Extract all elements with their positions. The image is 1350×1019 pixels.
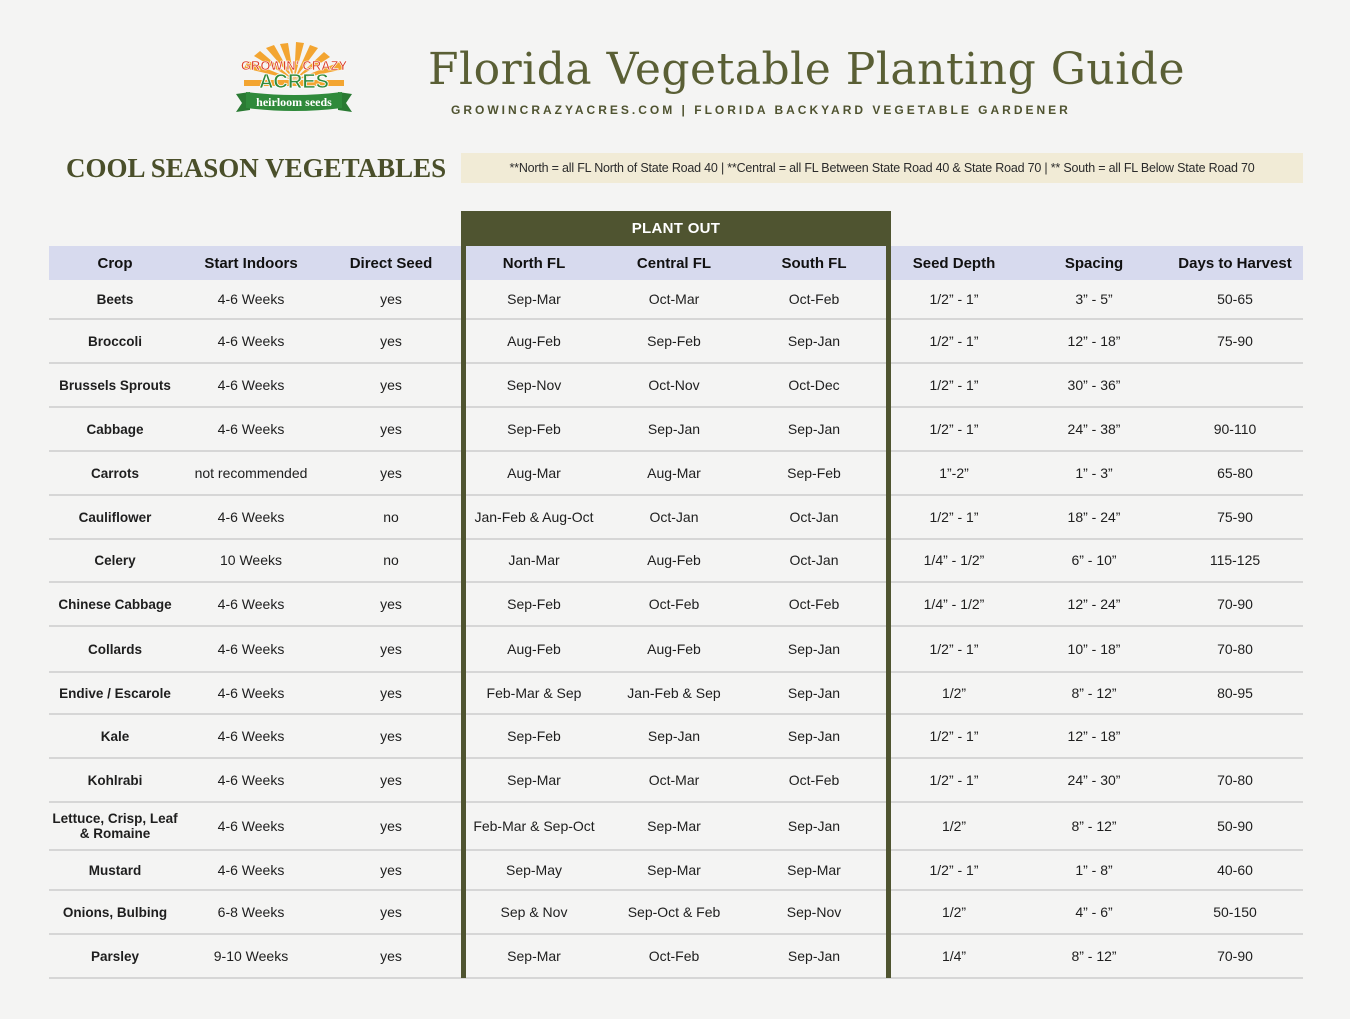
cell-direct-seed: yes bbox=[380, 817, 402, 834]
column-header-north-fl: North FL bbox=[502, 254, 566, 272]
cell-days-to-harvest: 70-80 bbox=[1217, 640, 1253, 657]
cell-crop: Carrots bbox=[90, 465, 139, 481]
cell-central-fl: Sep-Jan bbox=[647, 420, 701, 437]
cell-crop: Cauliflower bbox=[78, 509, 152, 525]
cell-north-fl: Jan-Feb & Aug-Oct bbox=[474, 508, 594, 525]
cell-seed-depth: 1/2” bbox=[941, 817, 967, 834]
table-row bbox=[49, 759, 1303, 803]
cell-south-fl: Sep-Jan bbox=[787, 727, 841, 744]
cell-seed-depth: 1/4” - 1/2” bbox=[923, 595, 985, 612]
cell-direct-seed: yes bbox=[380, 861, 402, 878]
cell-north-fl: Feb-Mar & Sep-Oct bbox=[473, 817, 595, 834]
cell-seed-depth: 1/2” - 1” bbox=[929, 771, 979, 788]
cell-south-fl: Oct-Feb bbox=[788, 771, 840, 788]
cell-spacing: 8” - 12” bbox=[1071, 947, 1117, 964]
cell-north-fl: Sep-Feb bbox=[507, 727, 561, 744]
cell-start-indoors: 4-6 Weeks bbox=[217, 332, 285, 349]
cell-seed-depth: 1/4” bbox=[941, 947, 967, 964]
cell-spacing: 24” - 38” bbox=[1067, 420, 1121, 437]
cell-central-fl: Oct-Mar bbox=[648, 771, 700, 788]
cell-days-to-harvest: 50-65 bbox=[1217, 290, 1253, 307]
sunburst-logo-icon bbox=[230, 40, 358, 118]
cell-central-fl: Oct-Jan bbox=[649, 508, 699, 525]
svg-text:heirloom seeds: heirloom seeds bbox=[256, 95, 332, 109]
cell-north-fl: Sep-Mar bbox=[507, 947, 561, 964]
cell-south-fl: Sep-Feb bbox=[787, 464, 841, 481]
cell-north-fl: Sep & Nov bbox=[500, 903, 568, 920]
cell-direct-seed: yes bbox=[380, 727, 402, 744]
cell-central-fl: Sep-Jan bbox=[647, 727, 701, 744]
cell-seed-depth: 1/2” - 1” bbox=[929, 376, 979, 393]
svg-text:ACRES: ACRES bbox=[258, 71, 330, 93]
cell-crop: Kohlrabi bbox=[87, 772, 143, 788]
cell-spacing: 6” - 10” bbox=[1071, 552, 1117, 568]
plant-out-header: PLANT OUT bbox=[461, 211, 891, 246]
cell-days-to-harvest: 75-90 bbox=[1217, 332, 1253, 349]
table-body bbox=[49, 280, 1303, 979]
cell-days-to-harvest: 50-150 bbox=[1213, 903, 1257, 920]
cell-south-fl: Oct-Dec bbox=[788, 376, 840, 393]
column-header-central-fl: Central FL bbox=[636, 254, 712, 272]
cell-days-to-harvest: 80-95 bbox=[1217, 684, 1253, 701]
cell-spacing: 12” - 18” bbox=[1067, 727, 1121, 744]
cell-direct-seed: yes bbox=[380, 464, 402, 481]
cell-seed-depth: 1/2” bbox=[941, 903, 967, 920]
cell-south-fl: Sep-Jan bbox=[787, 332, 841, 349]
cell-north-fl: Sep-Nov bbox=[506, 376, 562, 393]
cell-start-indoors: 4-6 Weeks bbox=[217, 817, 285, 834]
cell-direct-seed: no bbox=[383, 552, 399, 568]
cell-central-fl: Sep-Feb bbox=[647, 332, 701, 349]
cell-days-to-harvest: 40-60 bbox=[1217, 861, 1253, 878]
cell-seed-depth: 1”-2” bbox=[939, 464, 969, 481]
cell-crop: Mustard bbox=[88, 862, 142, 878]
cell-start-indoors: 4-6 Weeks bbox=[217, 508, 285, 525]
cell-central-fl: Aug-Feb bbox=[647, 552, 701, 568]
cell-days-to-harvest: 70-80 bbox=[1217, 771, 1253, 788]
cell-spacing: 18” - 24” bbox=[1067, 508, 1121, 525]
cell-south-fl: Oct-Jan bbox=[789, 508, 839, 525]
table-row bbox=[49, 891, 1303, 935]
table-row bbox=[49, 935, 1303, 979]
cell-seed-depth: 1/2” - 1” bbox=[929, 332, 979, 349]
cell-north-fl: Sep-Feb bbox=[507, 420, 561, 437]
cell-spacing: 4” - 6” bbox=[1075, 903, 1113, 920]
plant-out-right-divider bbox=[886, 211, 891, 978]
table-row bbox=[49, 320, 1303, 364]
cell-crop: Lettuce, Crisp, Leaf & Romaine bbox=[52, 811, 178, 841]
cell-seed-depth: 1/2” - 1” bbox=[929, 290, 979, 307]
cell-spacing: 30” - 36” bbox=[1067, 376, 1121, 393]
cell-seed-depth: 1/2” - 1” bbox=[929, 508, 979, 525]
cell-north-fl: Aug-Mar bbox=[507, 464, 561, 481]
table-row bbox=[49, 583, 1303, 627]
cell-central-fl: Oct-Mar bbox=[648, 290, 700, 307]
cell-central-fl: Aug-Mar bbox=[647, 464, 701, 481]
cell-start-indoors: 4-6 Weeks bbox=[217, 771, 285, 788]
cell-crop: Beets bbox=[96, 291, 134, 307]
cell-central-fl: Sep-Mar bbox=[647, 817, 701, 834]
column-header-days-to-harvest: Days to Harvest bbox=[1178, 254, 1292, 272]
cell-crop: Kale bbox=[100, 728, 130, 744]
cell-direct-seed: no bbox=[383, 508, 399, 525]
cell-north-fl: Aug-Feb bbox=[507, 332, 561, 349]
cell-seed-depth: 1/2” - 1” bbox=[929, 727, 979, 744]
page-subtitle: GROWINCRAZYACRES.COM | FLORIDA BACKYARD VEGETABLE GARDENER bbox=[451, 103, 1071, 117]
cell-spacing: 3” - 5” bbox=[1075, 290, 1113, 307]
cell-south-fl: Oct-Feb bbox=[788, 595, 840, 612]
growin-crazy-acres-logo bbox=[230, 40, 358, 118]
cell-seed-depth: 1/4” - 1/2” bbox=[923, 552, 985, 568]
cell-start-indoors: 4-6 Weeks bbox=[217, 420, 285, 437]
cell-days-to-harvest: 90-110 bbox=[1213, 420, 1257, 437]
cell-central-fl: Oct-Nov bbox=[648, 376, 700, 393]
cell-spacing: 1” - 3” bbox=[1075, 464, 1113, 481]
planting-table bbox=[49, 246, 1303, 979]
cell-start-indoors: 4-6 Weeks bbox=[217, 861, 285, 878]
cell-north-fl: Sep-May bbox=[505, 861, 563, 878]
cell-south-fl: Sep-Jan bbox=[787, 420, 841, 437]
table-row bbox=[49, 496, 1303, 540]
cell-north-fl: Sep-Feb bbox=[507, 595, 561, 612]
cell-start-indoors: 4-6 Weeks bbox=[217, 290, 285, 307]
cell-days-to-harvest bbox=[1167, 364, 1303, 406]
cell-south-fl: Sep-Jan bbox=[787, 817, 841, 834]
cell-days-to-harvest: 115-125 bbox=[1209, 552, 1261, 568]
section-title: COOL SEASON VEGETABLES bbox=[66, 153, 447, 183]
table-row bbox=[49, 673, 1303, 715]
cell-crop: Collards bbox=[87, 641, 142, 657]
cell-start-indoors: 4-6 Weeks bbox=[217, 684, 285, 701]
cell-direct-seed: yes bbox=[380, 376, 402, 393]
cell-start-indoors: 4-6 Weeks bbox=[217, 727, 285, 744]
cell-direct-seed: yes bbox=[380, 332, 402, 349]
cell-days-to-harvest: 70-90 bbox=[1217, 595, 1253, 612]
cell-seed-depth: 1/2” - 1” bbox=[929, 640, 979, 657]
table-row bbox=[49, 364, 1303, 408]
cell-spacing: 12” - 24” bbox=[1067, 595, 1121, 612]
column-header-south-fl: South FL bbox=[781, 254, 847, 272]
table-row bbox=[49, 851, 1303, 891]
cell-crop: Celery bbox=[94, 553, 136, 568]
column-header-crop: Crop bbox=[97, 254, 133, 272]
cell-start-indoors: not recommended bbox=[194, 464, 308, 481]
cell-days-to-harvest: 50-90 bbox=[1217, 817, 1253, 834]
cell-spacing: 10” - 18” bbox=[1067, 640, 1121, 657]
plant-out-left-divider bbox=[461, 211, 466, 978]
region-note: **North = all FL North of State Road 40 | **Central = all FL Between State Road 40 & State Road 70 | ** South = all FL Below State Road 70 bbox=[461, 153, 1303, 183]
cell-crop: Broccoli bbox=[87, 333, 142, 349]
cell-crop: Onions, Bulbing bbox=[62, 904, 168, 920]
cell-north-fl: Sep-Mar bbox=[507, 771, 561, 788]
cell-south-fl: Oct-Jan bbox=[789, 552, 839, 568]
cell-crop: Chinese Cabbage bbox=[58, 596, 172, 612]
cell-start-indoors: 4-6 Weeks bbox=[217, 595, 285, 612]
page-title: Florida Vegetable Planting Guide bbox=[428, 44, 1185, 95]
table-row bbox=[49, 715, 1303, 759]
cell-central-fl: Jan-Feb & Sep bbox=[627, 684, 721, 701]
svg-text:GROWIN' CRAZY: GROWIN' CRAZY bbox=[240, 58, 348, 73]
cell-south-fl: Sep-Jan bbox=[787, 640, 841, 657]
cell-start-indoors: 9-10 Weeks bbox=[213, 947, 289, 964]
cell-crop: Brussels Sprouts bbox=[59, 377, 171, 393]
cell-south-fl: Sep-Nov bbox=[786, 903, 842, 920]
table-row bbox=[49, 280, 1303, 320]
cell-days-to-harvest bbox=[1167, 715, 1303, 757]
cell-spacing: 24” - 30” bbox=[1067, 771, 1121, 788]
cell-south-fl: Sep-Jan bbox=[787, 947, 841, 964]
cell-spacing: 12” - 18” bbox=[1067, 332, 1121, 349]
cell-central-fl: Sep-Mar bbox=[647, 861, 701, 878]
cell-direct-seed: yes bbox=[380, 640, 402, 657]
cell-central-fl: Oct-Feb bbox=[648, 595, 700, 612]
cell-days-to-harvest: 65-80 bbox=[1217, 464, 1253, 481]
cell-central-fl: Aug-Feb bbox=[647, 640, 701, 657]
cell-north-fl: Aug-Feb bbox=[507, 640, 561, 657]
cell-seed-depth: 1/2” bbox=[941, 684, 967, 701]
cell-south-fl: Oct-Feb bbox=[788, 290, 840, 307]
table-header-row bbox=[49, 246, 1303, 280]
cell-direct-seed: yes bbox=[380, 684, 402, 701]
cell-direct-seed: yes bbox=[380, 947, 402, 964]
cell-days-to-harvest: 75-90 bbox=[1217, 508, 1253, 525]
cell-north-fl: Feb-Mar & Sep bbox=[486, 684, 582, 701]
column-header-spacing: Spacing bbox=[1064, 254, 1124, 272]
column-header-direct-seed: Direct Seed bbox=[349, 254, 433, 272]
cell-seed-depth: 1/2” - 1” bbox=[929, 861, 979, 878]
cell-start-indoors: 6-8 Weeks bbox=[217, 903, 285, 920]
cell-start-indoors: 4-6 Weeks bbox=[217, 376, 285, 393]
cell-south-fl: Sep-Mar bbox=[787, 861, 841, 878]
cell-north-fl: Jan-Mar bbox=[508, 552, 560, 568]
cell-central-fl: Oct-Feb bbox=[648, 947, 700, 964]
cell-direct-seed: yes bbox=[380, 595, 402, 612]
cell-days-to-harvest: 70-90 bbox=[1217, 947, 1253, 964]
cell-crop: Endive / Escarole bbox=[59, 685, 171, 701]
table-row bbox=[49, 452, 1303, 496]
column-header-start-indoors: Start Indoors bbox=[204, 254, 298, 272]
cell-direct-seed: yes bbox=[380, 290, 402, 307]
table-row bbox=[49, 408, 1303, 452]
table-row bbox=[49, 803, 1303, 851]
cell-crop: Parsley bbox=[90, 948, 140, 964]
cell-start-indoors: 10 Weeks bbox=[220, 552, 282, 568]
cell-central-fl: Sep-Oct & Feb bbox=[627, 903, 721, 920]
table-row bbox=[49, 627, 1303, 673]
cell-start-indoors: 4-6 Weeks bbox=[217, 640, 285, 657]
cell-direct-seed: yes bbox=[380, 420, 402, 437]
cell-spacing: 8” - 12” bbox=[1071, 817, 1117, 834]
cell-direct-seed: yes bbox=[380, 903, 402, 920]
cell-spacing: 8” - 12” bbox=[1071, 684, 1117, 701]
cell-crop: Cabbage bbox=[86, 421, 144, 437]
cell-south-fl: Sep-Jan bbox=[787, 684, 841, 701]
table-row bbox=[49, 540, 1303, 583]
cell-north-fl: Sep-Mar bbox=[507, 290, 561, 307]
column-header-seed-depth: Seed Depth bbox=[912, 254, 996, 272]
cell-direct-seed: yes bbox=[380, 771, 402, 788]
cell-spacing: 1” - 8” bbox=[1075, 861, 1113, 878]
cell-seed-depth: 1/2” - 1” bbox=[929, 420, 979, 437]
